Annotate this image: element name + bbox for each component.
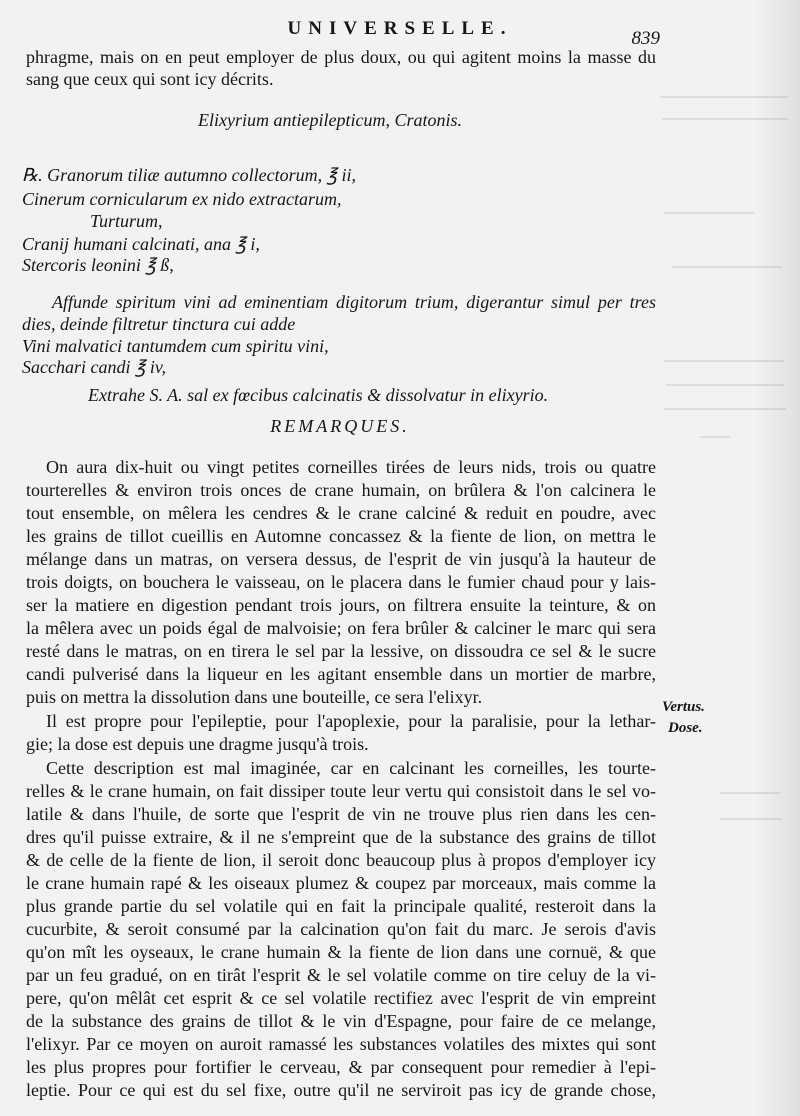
text-line: par un feu gradué, on en tirât l'esprit & le sel volatile comme on tire celuy de la vi- — [26, 965, 656, 985]
text-line: ser la matiere en digestion pendant trois jours, on filtrera ensuite la teinture, & on — [26, 595, 656, 615]
text-line: tourterelles & environ trois onces de crane humain, on brûlera & l'on calcinera le — [26, 480, 656, 500]
ingredient-line: Turturum, — [90, 211, 163, 231]
text-line: resté dans le matras, on en tirera le sel par la lessive, on dissoudra ce sel & le sucre — [26, 641, 656, 661]
margin-note-dose: Dose. — [668, 720, 703, 736]
text-line: le crane humain rapé & les oiseaux plumez & coupez par morceaux, mais comme la — [26, 873, 656, 893]
running-head: UNIVERSELLE. — [287, 18, 513, 39]
direction-line: dies, deinde filtretur tinctura cui adde — [22, 314, 296, 334]
text-line: tout ensemble, on mêlera les cendres & le crane calciné & reduit en poudre, avec — [26, 503, 656, 523]
direction-line: Vini malvatici tantumdem cum spiritu vini, — [22, 336, 329, 356]
text-line: les plus propres pour fortifier le cerveau, & par consequent pour remedier à l'epi- — [26, 1057, 656, 1077]
direction-line: Sacchari candi ℥ iv, — [22, 357, 167, 377]
text-line: sang que ceux qui sont icy décrits. — [26, 69, 274, 89]
text-line: Il est propre pour l'epileptie, pour l'apoplexie, pour la paralisie, pour la lethar- — [46, 711, 656, 731]
text-line: cucurbite, & seroit consumé par la calcination qu'on fait du marc. Je serois d'avis — [26, 919, 656, 939]
text-line: relles & le crane humain, on fait dissiper toute leur vertu qui consistoit dans le sel vo- — [26, 781, 656, 801]
text-line: pere, qu'on mêlât cet esprit & ce sel volatile rectifiez avec l'esprit de vin empreint — [26, 988, 656, 1008]
text-line: qu'on mît les oyseaux, le crane humain & la fiente de lion dans une cornuë, & que — [26, 942, 656, 962]
text-line: leptie. Pour ce qui est du sel fixe, outre qu'il ne serviroit pas icy de grande chose, — [26, 1080, 656, 1100]
text-line: de la substance des grains de tillot & le vin d'Espagne, pour faire de ce melange, — [26, 1011, 656, 1031]
ingredient-line: Stercoris leonini ℥ ß, — [22, 255, 174, 275]
text-line: l'elixyr. Par ce moyen on auroit ramassé les substances volatiles des mixtes qui sont — [26, 1034, 656, 1054]
text-line: Cette description est mal imaginée, car en calcinant les corneilles, les tourte- — [46, 758, 656, 778]
text-line: plus grande partie du sel volatile qui en fait la principale qualité, resteroit dans la — [26, 896, 656, 916]
direction-line: Affunde spiritum vini ad eminentiam digitorum trium, digerantur simul per tres — [52, 292, 656, 312]
recipe-title: Elixyrium antiepilepticum, Cratonis. — [198, 110, 462, 130]
text-line: On aura dix-huit ou vingt petites corneilles tirées de leurs nids, trois ou quatre — [46, 457, 656, 477]
text-line: gie; la dose est depuis une dragme jusqu'à trois. — [26, 734, 369, 754]
text-line: latile & dans l'huile, de sorte que l'esprit de vin ne trouve plus rien dans les cen- — [26, 804, 656, 824]
ingredient-line: Cranij humani calcinati, ana ℥ i, — [22, 234, 260, 254]
text-line: trois doigts, on bouchera le vaisseau, on le placera dans le fumier chaud pour y lais- — [26, 572, 656, 592]
page-edge-shadow — [754, 0, 800, 1116]
text-line: les grains de tillot cueillis en Automne concassez & la fiente de lion, on mettra le — [26, 526, 656, 546]
text-line: dres qu'il puisse extraire, & il ne s'empreint que de la substance des grains de tillot — [26, 827, 656, 847]
text-line: phragme, mais on en peut employer de plus doux, ou qui agitent moins la masse du — [26, 47, 656, 67]
ingredient-line: Cinerum cornicularum ex nido extractarum, — [22, 189, 342, 209]
text-line: puis on mettra la dissolution dans une bouteille, ce sera l'elixyr. — [26, 687, 483, 707]
page-number: 839 — [631, 28, 660, 49]
text-line: la mêlera avec un poids égal de malvoisie; on fera brûler & calciner le marc qui sera — [26, 618, 656, 638]
text-line: candi pulverisé dans la liqueur en les agitant ensemble dans un mortier de marbre, — [26, 664, 656, 684]
section-heading: REMARQUES. — [270, 416, 410, 436]
text-line: mélange dans un matras, on versera dessus, de l'esprit de vin jusqu'à la hauteur de — [26, 549, 656, 569]
text-line: & de celle de la fiente de lion, il seroit donc beaucoup plus à propos d'employer icy — [26, 850, 656, 870]
margin-note-vertus: Vertus. — [662, 699, 705, 715]
ingredient-line: ℞. Granorum tiliæ autumno collectorum, ℥ ii, — [22, 165, 357, 185]
direction-line: Extrahe S. A. sal ex fœcibus calcinatis & dissolvatur in elixyrio. — [88, 385, 549, 405]
